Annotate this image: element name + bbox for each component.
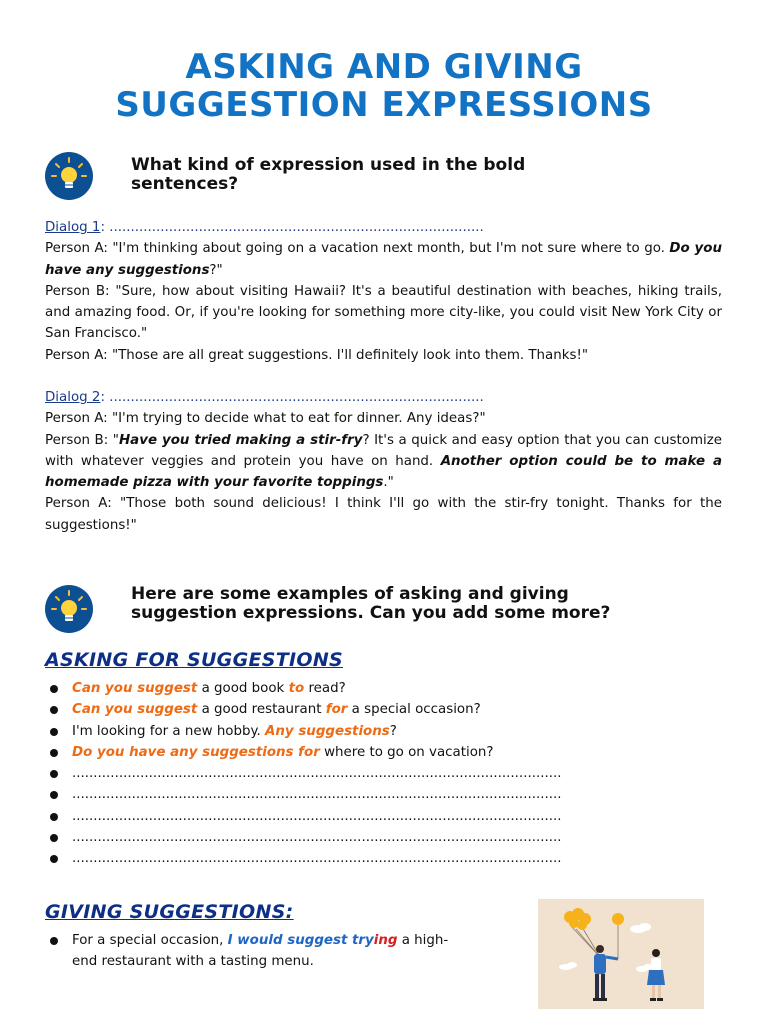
bullet-icon <box>50 937 58 945</box>
dialog-1-line-b1: Person B: "Sure, how about visiting Hawaii? It's a beautiful destination with beaches, hiking trails, and amazing food. Or, if you're looking for something more city-like, you could visit New York City or San Francisco." <box>45 283 722 342</box>
blank-line: ................................................................................................................... <box>45 784 562 805</box>
dialog-2-line-a2: Person A: "Those both sound delicious! I think I'll go with the stir-fry tonight. Thanks for the suggestions!" <box>45 496 722 533</box>
dialog-1-header: Dialog 1: ........................................................................................ <box>45 220 484 235</box>
blank-line: ................................................................................................................... <box>45 763 562 784</box>
question-2: Here are some examples of asking and giving suggestion expressions. Can you add some more? <box>131 584 611 623</box>
list-item: I'm looking for a new hobby. Any suggestions? <box>45 721 562 742</box>
question-1: What kind of expression used in the bold sentences? <box>131 155 526 194</box>
blank-line: ................................................................................................................... <box>45 806 562 827</box>
giving-list <box>45 930 448 973</box>
title-line-2: SUGGESTION EXPRESSIONS <box>115 85 653 125</box>
asking-list <box>45 678 562 870</box>
dialog-1 <box>45 217 722 366</box>
bullet-icon <box>50 749 58 757</box>
giving-heading: GIVING SUGGESTIONS: <box>45 901 294 923</box>
list-item: Can you suggest a good restaurant for a special occasion? <box>45 699 562 720</box>
dialog-2-line-a1: Person A: "I'm trying to decide what to eat for dinner. Any ideas?" <box>45 411 486 427</box>
title-line-1: ASKING AND GIVING <box>185 47 583 87</box>
lightbulb-icon <box>45 585 93 633</box>
bullet-icon <box>50 855 58 863</box>
dialog-1-label: Dialog 1 <box>45 220 101 235</box>
list-item-continued: end restaurant with a tasting menu. <box>72 954 314 970</box>
dialog-1-line-a1: Person A: "I'm thinking about going on a vacation next month, but I'm not sure where to go. Do you have any suggestions?" <box>45 241 722 278</box>
dialog-2-header: Dialog 2: ........................................................................................ <box>45 390 484 405</box>
page-title <box>0 48 768 124</box>
bullet-icon <box>50 770 58 778</box>
bullet-icon <box>50 706 58 714</box>
bullet-icon <box>50 791 58 799</box>
lightbulb-icon <box>45 152 93 200</box>
bullet-icon <box>50 834 58 842</box>
list-item: For a special occasion, I would suggest trying a high- <box>45 930 448 951</box>
blank-line: ................................................................................................................... <box>45 827 562 848</box>
dialog-2-label: Dialog 2 <box>45 390 101 405</box>
blank-line: ................................................................................................................... <box>45 848 562 869</box>
list-item: Can you suggest a good book to read? <box>45 678 562 699</box>
bullet-icon <box>50 685 58 693</box>
answer-blank: ........................................................................................ <box>104 220 484 235</box>
idea-illustration <box>538 899 704 1009</box>
dialog-2 <box>45 387 722 536</box>
asking-heading: ASKING FOR SUGGESTIONS <box>45 649 344 671</box>
answer-blank: ........................................................................................ <box>104 390 484 405</box>
dialog-1-line-a2: Person A: "Those are all great suggestions. I'll definitely look into them. Thanks!" <box>45 347 588 363</box>
dialog-2-line-b1: Person B: "Have you tried making a stir-fry? It's a quick and easy option that you can customize with whatever veggies and protein you have on hand. Another option could be to make a homemade pizza with your favorite toppings." <box>45 432 722 491</box>
bullet-icon <box>50 728 58 736</box>
bullet-icon <box>50 813 58 821</box>
list-item: Do you have any suggestions for where to go on vacation? <box>45 742 562 763</box>
